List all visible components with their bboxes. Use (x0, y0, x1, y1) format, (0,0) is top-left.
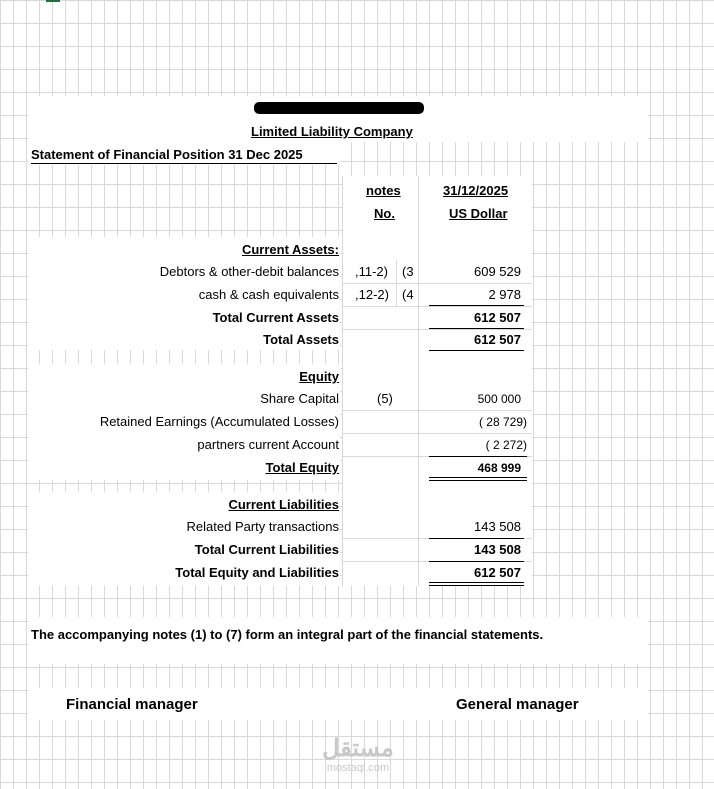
double-total-rule (429, 582, 524, 586)
partners-account-value: ( 2 272) (485, 438, 527, 452)
retained-earnings-label: Retained Earnings (Accumulated Losses) (99, 414, 339, 429)
cash-note-a: ,12-2) (355, 287, 389, 302)
total-assets-value: 612 507 (474, 332, 521, 347)
financial-manager-signature: Financial manager (66, 696, 198, 713)
notes-header: notes (366, 183, 401, 198)
debtors-label: Debtors & other-debit balances (159, 264, 339, 279)
title-underline (31, 163, 337, 164)
cash-value: 2 978 (488, 287, 521, 302)
general-manager-signature: General manager (456, 696, 579, 713)
notes-statement: The accompanying notes (1) to (7) form an integral part of the financial statements. (31, 627, 544, 642)
subtotal-rule (429, 305, 524, 306)
current-assets-heading: Current Assets: (241, 242, 339, 257)
subtotal-rule (429, 538, 524, 539)
debtors-note-b: (3 (402, 264, 414, 279)
cash-note-b: (4 (402, 287, 414, 302)
total-assets-label: Total Assets (263, 332, 339, 347)
related-party-value: 143 508 (474, 519, 521, 534)
mostaql-watermark (312, 736, 404, 774)
total-current-liabilities-label: Total Current Liabilities (194, 542, 339, 557)
retained-earnings-value: ( 28 729) (478, 415, 527, 429)
current-liabilities-heading: Current Liabilities (228, 497, 339, 512)
excel-accent-mark (46, 0, 60, 2)
company-type: Limited Liability Company (251, 124, 413, 139)
related-party-label: Related Party transactions (186, 519, 339, 534)
subtotal-rule (429, 456, 527, 457)
watermark-latin: mostaql.com (326, 762, 390, 774)
total-equity-liabilities-value: 612 507 (474, 565, 521, 580)
double-total-rule (429, 477, 527, 481)
share-capital-label: Share Capital (260, 391, 339, 406)
currency-header: US Dollar (449, 206, 508, 221)
debtors-value: 609 529 (474, 264, 521, 279)
equity-heading: Equity (299, 369, 339, 384)
total-current-assets-value: 612 507 (474, 310, 521, 325)
subtotal-rule (429, 328, 524, 329)
statement-title: Statement of Financial Position 31 Dec 2025 (31, 147, 303, 162)
debtors-note-a: ,11-2) (355, 264, 388, 279)
date-header: 31/12/2025 (443, 183, 509, 198)
watermark-arabic: مستقل (322, 735, 394, 762)
redacted-company-name (254, 102, 424, 114)
total-current-assets-label: Total Current Assets (212, 310, 339, 325)
total-equity-liabilities-label: Total Equity and Liabilities (175, 565, 339, 580)
share-capital-note: (5) (377, 391, 393, 406)
total-equity-label: Total Equity (265, 460, 339, 475)
total-rule (429, 350, 524, 351)
total-current-liabilities-value: 143 508 (474, 542, 521, 557)
notes-no-header: No. (374, 206, 395, 221)
subtotal-rule (429, 561, 524, 562)
share-capital-value: 500 000 (477, 392, 521, 406)
total-equity-value: 468 999 (477, 461, 521, 475)
cash-label: cash & cash equivalents (198, 287, 339, 302)
partners-account-label: partners current Account (197, 437, 339, 452)
